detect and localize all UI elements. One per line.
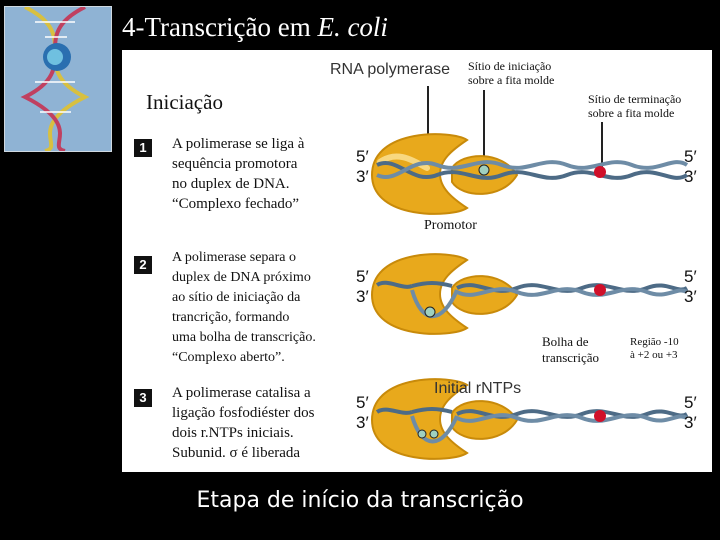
start-site-label: Sítio de iniciação sobre a fita molde [468,59,555,87]
prime5-label: 5′ [356,147,369,166]
heading-iniciacao: Iniciação [146,90,223,114]
step-1-badge: 1 [134,139,152,157]
prime5-label: 5′ [684,393,697,412]
stop-site-label: Sítio de terminação sobre a fita molde [588,92,682,120]
step-2-badge: 2 [134,256,152,274]
prime3-label: 3′ [356,287,369,306]
prime3-label: 3′ [684,413,697,432]
rntp-dot [418,430,426,438]
step-3-badge: 3 [134,389,152,407]
prime5-label: 5′ [684,147,697,166]
start-site-dot [479,165,489,175]
footer-caption: Etapa de início da transcrição [196,488,524,513]
step-1-text: A polimerase se liga à sequência promotora no duplex de DNA. “Complexo fechado” [172,136,305,212]
bubble-label: Bolha de transcrição [542,334,600,365]
rna-polymerase-label: RNA polymerase [330,61,451,78]
prime3-label: 3′ [684,167,697,186]
start-site-dot [425,307,435,317]
prime5-label: 5′ [684,267,697,286]
step-2-text: A polimerase separa o duplex de DNA próximo ao sítio de iniciação da trancrição, formando uma bolha de transcrição. “Complexo aberto”. [172,250,316,365]
initial-rntps-label: Initial rNTPs [434,380,522,397]
prime3-label: 3′ [356,167,369,186]
region-label: Região -10 à +2 ou +3 [630,336,679,361]
prime5-label: 5′ [356,393,369,412]
diagram-panel [122,50,712,472]
step1-illustration [372,134,687,214]
rntp-dot [430,430,438,438]
stop-site-dot [594,284,606,296]
stop-site-dot [594,410,606,422]
dna-thumbnail-image [4,6,112,152]
prime5-label: 5′ [356,267,369,286]
step-3-text: A polimerase catalisa a ligação fosfodiéster dos dois r.NTPs iniciais. Subunid. σ é liberada [172,385,315,461]
prime3-label: 3′ [356,413,369,432]
slide-title: 4-Transcrição em E. coli [122,12,388,42]
step3-illustration [372,379,687,459]
step2-illustration [372,254,687,334]
prime3-label: 3′ [684,287,697,306]
stop-site-dot [594,166,606,178]
promoter-label: Promotor [424,218,477,233]
